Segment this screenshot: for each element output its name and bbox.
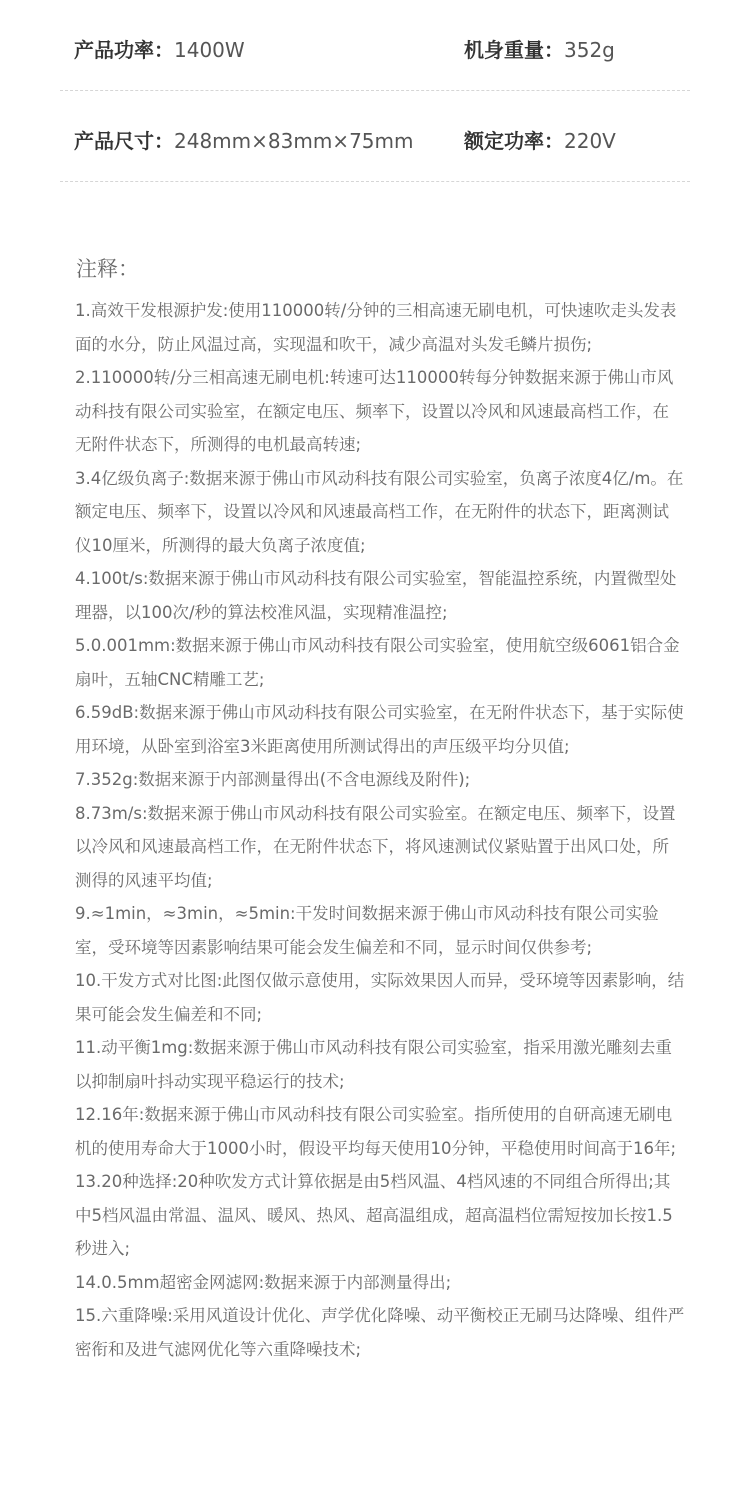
notes-heading: 注释：	[76, 257, 139, 281]
spec-label: 产品尺寸：	[74, 129, 174, 153]
spec-dimensions	[74, 127, 413, 155]
note-item: 6.59dB:数据来源于佛山市风动科技有限公司实验室，在无附件状态下，基于实际使用环境，从卧室到浴室3米距离使用所测试得出的声压级平均分贝值;	[75, 703, 684, 756]
note-item: 8.73m/s:数据来源于佛山市风动科技有限公司实验室。在额定电压、频率下，设置以冷风和风速最高档工作，在无附件状态下，将风速测试仪紧贴置于出风口处，所测得的风速平均值;	[75, 803, 676, 890]
spec-weight	[464, 36, 615, 64]
spec-value: 248mm×83mm×75mm	[174, 129, 414, 153]
notes-section	[75, 252, 685, 1366]
spec-table	[60, 0, 690, 182]
note-item: 14.0.5mm超密金网滤网:数据来源于内部测量得出;	[75, 1272, 452, 1292]
note-item: 12.16年:数据来源于佛山市风动科技有限公司实验室。指所使用的自研高速无刷电机的使用寿命大于1000小时，假设平均每天使用10分钟，平稳使用时间高于16年;	[75, 1105, 677, 1158]
note-item: 13.20种选择:20种吹发方式计算依据是由5档风温、4档风速的不同组合所得出;其中5档风温由常温、温风、暖风、热风、超高温组成，超高温档位需短按加长按1.5秒进入;	[75, 1172, 673, 1258]
note-item: 4.100t/s:数据来源于佛山市风动科技有限公司实验室，智能温控系统，内置微型处理器，以100次/秒的算法校准风温，实现精准温控;	[75, 569, 677, 622]
note-item: 2.110000转/分三相高速无刷电机:转速可达110000转每分钟数据来源于佛山市风动科技有限公司实验室，在额定电压、频率下，设置以冷风和风速最高档工作，在无附件状态下，所测得的电机最高转速;	[75, 368, 674, 454]
note-item: 1.高效干发根源护发:使用110000转/分钟的三相高速无刷电机，可快速吹走头发表面的水分，防止风温过高，实现温和吹干，减少高温对头发毛鳞片损伤;	[75, 301, 677, 354]
spec-label: 产品功率：	[74, 38, 174, 62]
spec-row	[60, 0, 690, 91]
spec-row	[60, 91, 690, 182]
spec-rated-power	[464, 127, 616, 155]
note-item: 11.动平衡1mg:数据来源于佛山市风动科技有限公司实验室，指采用激光雕刻去重以抑制扇叶抖动实现平稳运行的技术;	[75, 1038, 672, 1091]
spec-value: 352g	[564, 38, 615, 62]
note-item: 7.352g:数据来源于内部测量得出(不含电源线及附件);	[75, 770, 471, 789]
spec-label: 机身重量：	[464, 38, 564, 62]
spec-value: 220V	[564, 129, 616, 153]
note-item: 9.≈1min，≈3min，≈5min:干发时间数据来源于佛山市风动科技有限公司实验室，受环境等因素影响结果可能会发生偏差和不同，显示时间仅供参考;	[75, 904, 659, 957]
note-item: 10.干发方式对比图:此图仅做示意使用，实际效果因人而异，受环境等因素影响，结果可能会发生偏差和不同;	[75, 971, 685, 1024]
note-item: 15.六重降噪:采用风道设计优化、声学优化降噪、动平衡校正无刷马达降噪、组件严密衔和及进气滤网优化等六重降噪技术;	[75, 1306, 685, 1359]
note-item: 5.0.001mm:数据来源于佛山市风动科技有限公司实验室，使用航空级6061铝合金扇叶，五轴CNC精雕工艺;	[75, 636, 680, 689]
note-item: 3.4亿级负离子:数据来源于佛山市风动科技有限公司实验室，负离子浓度4亿/m。在额定电压、频率下，设置以冷风和风速最高档工作，在无附件的状态下，距离测试仪10厘米，所测得的最大负离子浓度值;	[75, 468, 684, 555]
spec-label: 额定功率：	[464, 129, 564, 153]
spec-power	[74, 36, 245, 64]
spec-value: 1400W	[174, 38, 245, 62]
